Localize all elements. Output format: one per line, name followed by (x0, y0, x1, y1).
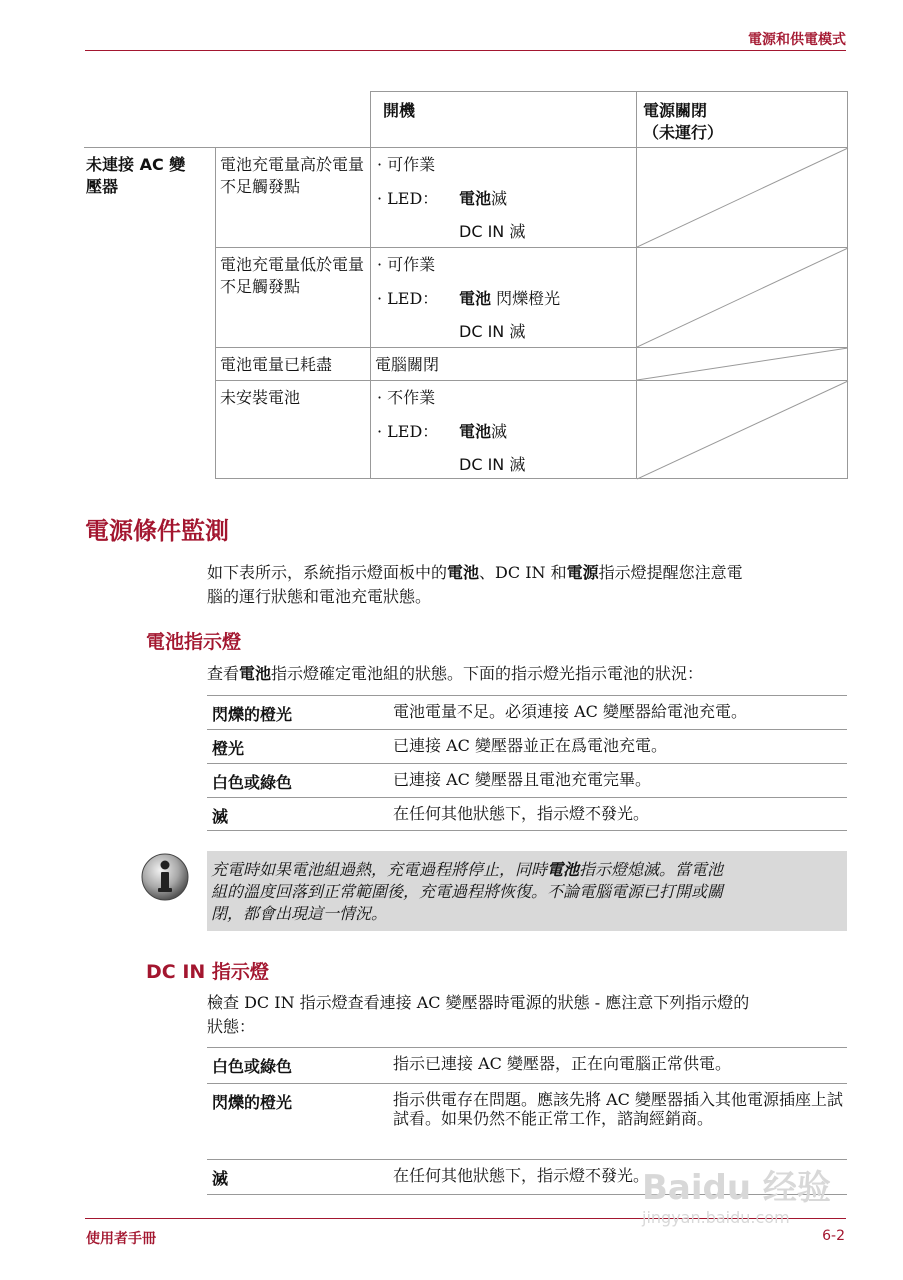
power-on-cell: · 可作業 · LED： 電池 閃爍橙光 DC IN 滅 (370, 247, 636, 347)
note-box (207, 851, 847, 931)
power-off-cell-empty (636, 247, 848, 347)
row-group-label: 未連接 AC 變壓器 (84, 147, 215, 479)
power-status-table (84, 91, 848, 479)
dcin-indicator-heading: DC IN 指示燈 (146, 961, 269, 983)
note-text: 充電時如果電池組過熱，充電過程將停止，同時電池指示燈熄滅。當電池 組的溫度回落到正常範圍後，充電過程將恢復。不論電腦電源已打開或關 閉，都會出現這一情況。 (211, 860, 724, 923)
power-off-cell-empty (636, 380, 848, 479)
info-icon (140, 852, 190, 902)
footer-manual-title: 使用者手冊 (86, 1231, 156, 1247)
power-on-cell: · 不作業 · LED： 電池滅 DC IN 滅 (370, 380, 636, 479)
baidu-watermark: Baidu 经验 jingyan.baidu.com (642, 1168, 831, 1227)
battery-indicator-heading: 電池指示燈 (146, 631, 242, 653)
page-number: 6-2 (822, 1228, 845, 1244)
table-row: 滅 在任何其他狀態下，指示燈不發光。 (207, 797, 847, 831)
battery-indicator-intro: 查看電池指示燈確定電池組的狀態。下面的指示燈光指示電池的狀況： (207, 664, 704, 683)
table-row: 白色或綠色 已連接 AC 變壓器且電池充電完畢。 (207, 763, 847, 797)
header-cell-power-off: 電源關閉 （未運行） (636, 91, 848, 147)
condition-cell: 電池充電量高於電量不足觸發點 (215, 147, 370, 247)
table-row: 滅 在任何其他狀態下，指示燈不發光。 (207, 1159, 847, 1195)
condition-cell: 未安裝電池 (215, 380, 370, 479)
dcin-indicator-intro: 檢查 DC IN 指示燈查看連接 AC 變壓器時電源的狀態 - 應注意下列指示燈的 狀態： (207, 993, 750, 1036)
table-row: 閃爍的橙光 指示供電存在問題。應該先將 AC 變壓器插入其他電源插座上試試看。如果仍然不能正常工作，諮詢經銷商。 (207, 1083, 847, 1159)
header-rule (85, 50, 846, 51)
battery-indicator-table (207, 695, 847, 831)
table-row: 閃爍的橙光 電池電量不足。必須連接 AC 變壓器給電池充電。 (207, 695, 847, 729)
power-on-cell: · 可作業 · LED： 電池滅 DC IN 滅 (370, 147, 636, 247)
table-row: 橙光 已連接 AC 變壓器並正在爲電池充電。 (207, 729, 847, 763)
table-row: 白色或綠色 指示已連接 AC 變壓器，正在向電腦正常供電。 (207, 1047, 847, 1083)
header-cell-power-on: 開機 (370, 91, 636, 147)
running-header: 電源和供電模式 (748, 32, 846, 48)
power-off-cell-empty (636, 147, 848, 247)
section-intro: 如下表所示，系統指示燈面板中的電池、DC IN 和電源指示燈提醒您注意電 腦的運行狀態和電池充電狀態。 (207, 563, 743, 606)
power-on-cell: 電腦關閉 (370, 347, 636, 380)
power-off-cell-empty (636, 347, 848, 380)
condition-cell: 電池充電量低於電量不足觸發點 (215, 247, 370, 347)
section-title: 電源條件監測 (85, 517, 229, 545)
condition-cell: 電池電量已耗盡 (215, 347, 370, 380)
